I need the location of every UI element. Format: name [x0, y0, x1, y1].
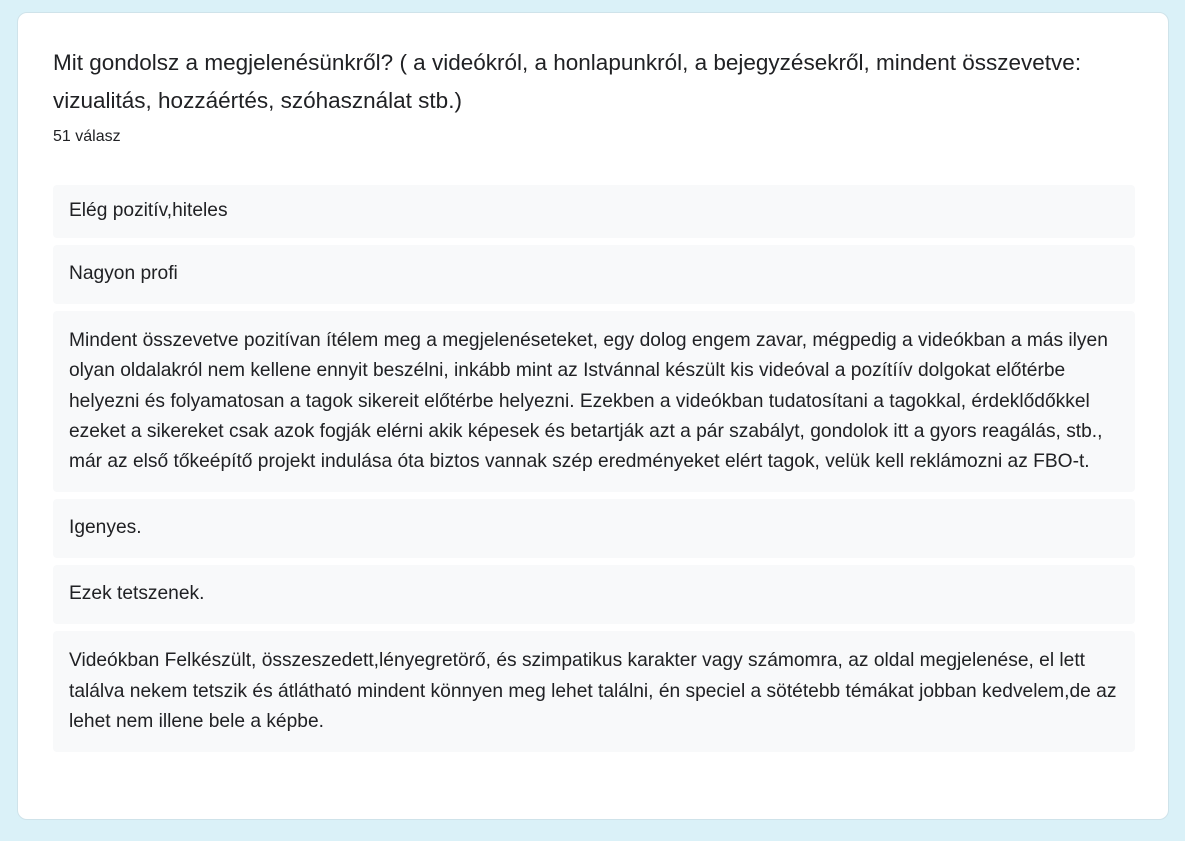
response-item: Elég pozitív,hiteles: [53, 185, 1135, 238]
response-item: Igenyes.: [53, 499, 1135, 558]
response-item: Mindent összevetve pozitívan ítélem meg a megjelenéseteket, egy dolog engem zavar, mégpedig a videókban a más ilyen olyan oldalakról nem kellene ennyit beszélni, inkább mint az Istvánnal készült kis videóval a pozítíív dolgokat előtérbe helyezni és folyamatosan a tagok sikereit előtérbe helyezni. Ezekben a videókban tudatosítani a tagokkal, érdeklődőkkel ezeket a sikereket csak azok fogják elérni akik képesek és betartják azt a pár szabályt, gondolok itt a gyors reagálás, stb., már az első tőkeépítő projekt indulása óta biztos vannak szép eredményeket elért tagok, velük kell reklámozni az FBO-t.: [53, 311, 1135, 492]
response-count: 51 válasz: [53, 128, 121, 145]
response-item: Ezek tetszenek.: [53, 565, 1135, 624]
response-item: Nagyon profi: [53, 245, 1135, 304]
question-title: Mit gondolsz a megjelenésünkről? ( a videókról, a honlapunkról, a bejegyzésekről, mindent összevetve: vizualitás, hozzáértés, szóhasználat stb.): [53, 50, 1082, 113]
response-item: Videókban Felkészült, összeszedett,lényegretörő, és szimpatikus karakter vagy számomra, az oldal megjelenése, el lett találva nekem tetszik és átlátható mindent könnyen meg lehet találni, én speciel a sötétebb témákat jobban kedvelem,de az lehet nem illene bele a képbe.: [53, 631, 1135, 752]
response-list: [53, 185, 1135, 759]
question-card: [17, 12, 1169, 820]
